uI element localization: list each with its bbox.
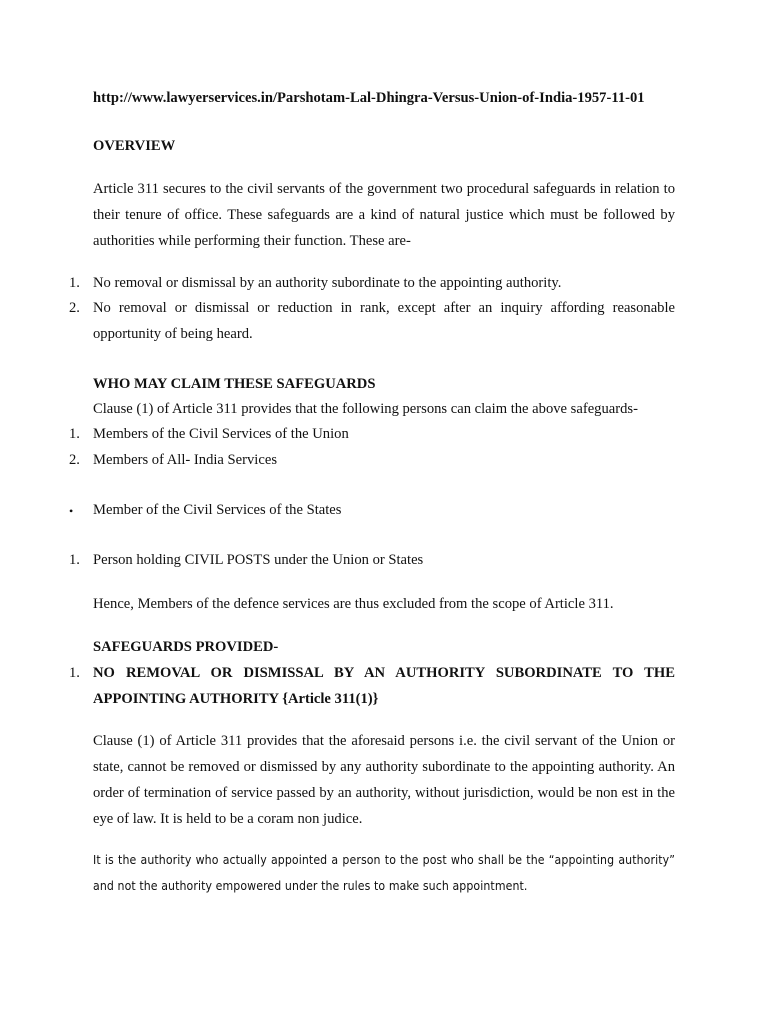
- list-marker: 1.: [69, 426, 80, 442]
- list-item: No removal or dismissal by an authority subordinate to the appointing authority.: [93, 275, 562, 291]
- safeguard-paragraph: Clause (1) of Article 311 provides that the aforesaid persons i.e. the civil servant of the Union or state, cannot be removed or dismissed by any authority subordinate to the appointing authority. An order of termination of service passed by an authority, without jurisdiction, would be non est in the eye of law. It is held to be a coram non judice.: [93, 733, 675, 827]
- list-marker: 2.: [69, 452, 80, 468]
- list-marker: 2.: [69, 300, 80, 316]
- who-may-claim-heading: WHO MAY CLAIM THESE SAFEGUARDS: [93, 376, 376, 392]
- list-item: No removal or dismissal or reduction in rank, except after an inquiry affording reasonable opportunity of being heard.: [93, 300, 675, 342]
- who-may-claim-intro: Clause (1) of Article 311 provides that the following persons can claim the above safeguards-: [93, 401, 638, 417]
- bullet-marker: •: [69, 504, 74, 518]
- list-marker: 1.: [69, 552, 80, 568]
- list-item: Members of the Civil Services of the Union: [93, 426, 349, 442]
- overview-heading: OVERVIEW: [93, 138, 176, 154]
- bullet-item: Member of the Civil Services of the States: [93, 502, 342, 518]
- appointing-authority-paragraph: It is the authority who actually appointed a person to the post who shall be the “appointing authority” and not the authority empowered under the rules to make such appointment.: [93, 853, 675, 893]
- safeguard-item-heading: NO REMOVAL OR DISMISSAL BY AN AUTHORITY SUBORDINATE TO THE APPOINTING AUTHORITY {Article 311(1)}: [93, 665, 675, 707]
- list-marker: 1.: [69, 665, 80, 681]
- safeguards-heading: SAFEGUARDS PROVIDED-: [93, 639, 279, 655]
- list-item: Members of All- India Services: [93, 452, 277, 468]
- overview-paragraph: Article 311 secures to the civil servants of the government two procedural safeguards in relation to their tenure of office. These safeguards are a kind of natural justice which must be followed by authorities while performing their function. These are-: [93, 181, 675, 249]
- source-url[interactable]: http://www.lawyerservices.in/Parshotam-Lal-Dhingra-Versus-Union-of-India-1957-11-01: [93, 90, 645, 106]
- list-item: Person holding CIVIL POSTS under the Union or States: [93, 552, 424, 568]
- list-marker: 1.: [69, 275, 80, 291]
- conclusion-paragraph: Hence, Members of the defence services are thus excluded from the scope of Article 311.: [93, 596, 614, 612]
